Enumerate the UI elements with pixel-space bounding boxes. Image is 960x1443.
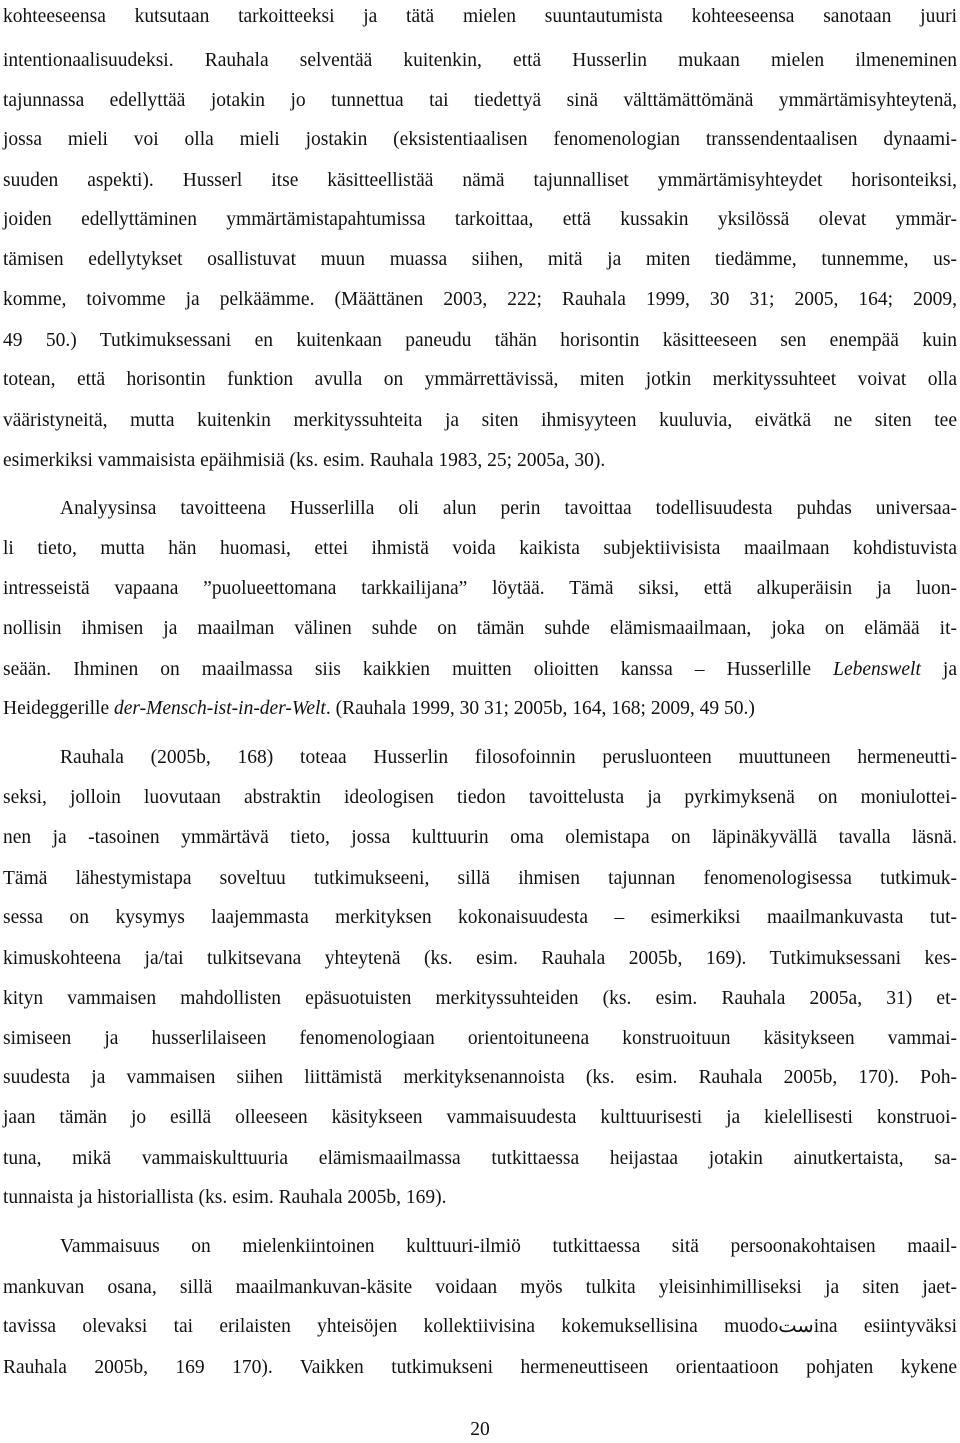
text-line: kohteeseensa kutsutaan tarkoitteeksi ja tätä mielen suuntautumista kohteeseensa sanotaan juuri	[3, 6, 957, 27]
italic-term-lebenswelt: Lebenswelt	[833, 659, 921, 680]
text-run: . (Rauhala 1999, 30 31; 2005b, 164, 168; 2009, 49 50.)	[325, 698, 755, 719]
text-line: kimuskohteena ja/tai tulkitsevana yhteytenä (ks. esim. Rauhala 2005b, 169). Tutkimuksessani kes-	[3, 948, 957, 969]
text-line: totean, että horisontin funktion avulla on ymmärrettävissä, miten jotkin merkityssuhteet voivat olla	[3, 369, 957, 390]
italic-term-dasein: der-Mensch-ist-in-der-Welt	[114, 698, 326, 719]
text-line: simiseen ja husserlilaiseen fenomenologiaan orientoituneena konstruoituun käsitykseen vammai-	[3, 1028, 957, 1049]
paragraph-first-line: Vammaisuus on mielenkiintoinen kulttuuri-ilmiö tutkittaessa sitä persoonakohtaisen maail-	[60, 1236, 957, 1257]
text-run: ja	[920, 659, 957, 680]
text-line: sessa on kysymys laajemmasta merkityksen kokonaisuudesta – esimerkiksi maailmankuvasta tut-	[3, 907, 957, 928]
text-line: jossa mieli voi olla mieli jostakin (eksistentiaalisen fenomenologian transsendentaalisen dynaami-	[3, 129, 957, 150]
text-line: joiden edellyttäminen ymmärtämistapahtumissa tarkoittaa, että kussakin yksilössä olevat ymmär-	[3, 209, 957, 230]
page-number: 20	[470, 1419, 490, 1440]
paragraph-first-line: Rauhala (2005b, 168) toteaa Husserlin filosofoinnin perusluonteen muuttuneen hermeneutti-	[60, 747, 957, 768]
text-line: mankuvan osana, sillä maailmankuvan-käsite voidaan myös tulkita yleisinhimilliseksi ja siten jaet-	[3, 1277, 957, 1298]
text-line: jaan tämän jo esillä olleeseen käsitykseen vammaisuudesta kulttuurisesti ja kielellisesti konstruoi-	[3, 1107, 957, 1128]
text-line: nen ja -tasoinen ymmärtävä tieto, jossa kulttuurin oma olemistapa on läpinäkyvällä tavalla läsnä.	[3, 827, 957, 848]
text-run: Heideggerille	[3, 698, 114, 719]
text-run: seään. Ihminen on maailmassa siis kaikkien muitten olioitten kanssa – Husserlille	[3, 659, 834, 680]
text-line: tavissa olevaksi tai erilaisten yhteisöjen kollektiivisina kokemuksellisina muodoستina esiintyväksi	[3, 1316, 957, 1337]
paragraph-first-line: Analyysinsa tavoitteena Husserlilla oli alun perin tavoittaa todellisuudesta puhdas universaa-	[60, 498, 957, 519]
text-line: tunnaista ja historiallista (ks. esim. Rauhala 2005b, 169).	[3, 1187, 447, 1208]
text-line: tämisen edellytykset osallistuvat muun muassa siihen, mitä ja miten tiedämme, tunnemme, us-	[3, 249, 957, 270]
text-line: esimerkiksi vammaisista epäihmisiä (ks. esim. Rauhala 1983, 25; 2005a, 30).	[3, 450, 606, 471]
text-line: intentionaalisuudeksi. Rauhala selventää kuitenkin, että Husserlin mukaan mielen ilmeneminen	[3, 50, 957, 71]
text-line: tuna, mikä vammaiskulttuuria elämismaailmassa tutkittaessa heijastaa jotakin ainutkertaista, sa-	[3, 1148, 957, 1169]
text-line: li tieto, mutta hän huomasi, ettei ihmistä voida kaikista subjektiivisista maailmaan kohdistuvista	[3, 538, 957, 559]
text-line: nollisin ihmisen ja maailman välinen suhde on tämän suhde elämismaailmaan, joka on elämää it-	[3, 618, 957, 639]
text-line: vääristyneitä, mutta kuitenkin merkityssuhteita ja siten ihmisyyteen kuuluvia, eivätkä ne siten tee	[3, 410, 957, 431]
text-line: 49 50.) Tutkimuksessani en kuitenkaan paneudu tähän horisontin käsitteeseen sen enempää kuin	[3, 330, 957, 351]
text-line: suudesta ja vammaisen siihen liittämistä merkityksenannoista (ks. esim. Rauhala 2005b, 170). Poh-	[3, 1067, 957, 1088]
text-line: komme, toivomme ja pelkäämme. (Määttänen 2003, 222; Rauhala 1999, 30 31; 2005, 164; 2009,	[3, 289, 957, 310]
text-line: Tämä lähestymistapa soveltuu tutkimukseeni, sillä ihmisen tajunnan fenomenologisessa tutkimuk-	[3, 868, 957, 889]
text-line: kityn vammaisen mahdollisten epäsuotuisten merkityssuhteiden (ks. esim. Rauhala 2005a, 31) et-	[3, 988, 957, 1009]
text-line	[3, 655, 957, 685]
text-line: tajunnassa edellyttää jotakin jo tunnettua tai tiedettyä sinä välttämättömänä ymmärtämisyhteytenä,	[3, 90, 957, 111]
text-line: suuden aspekti). Husserl itse käsitteellistää nämä tajunnalliset ymmärtämisyhteydet horisonteiksi,	[3, 170, 957, 191]
text-line: seksi, jolloin luovutaan abstraktin ideologisen tiedon tavoittelusta ja pyrkimyksenä on moniulottei-	[3, 787, 957, 808]
text-line: Rauhala 2005b, 169 170). Vaikken tutkimukseni hermeneuttiseen orientaatioon pohjaten kykene	[3, 1357, 957, 1378]
text-line	[3, 694, 957, 724]
text-line: intresseistä vapaana ”puolueettomana tarkkailijana” löytää. Tämä siksi, että alkuperäisin ja luon-	[3, 578, 957, 599]
